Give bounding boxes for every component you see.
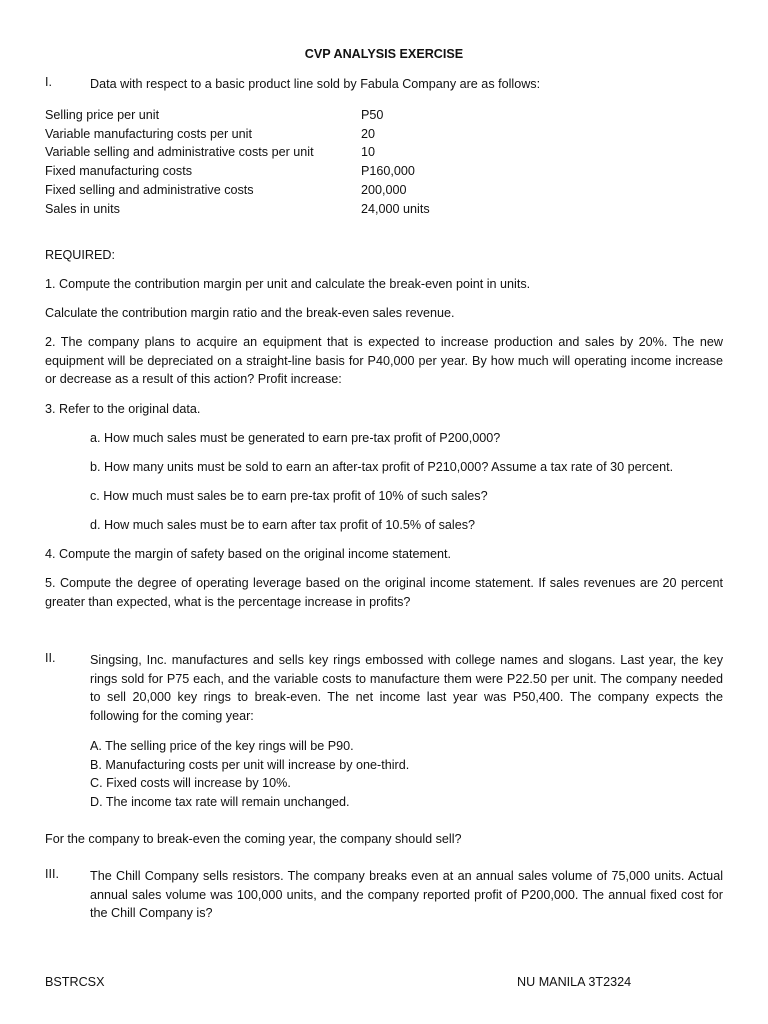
page-title: CVP ANALYSIS EXERCISE [304,47,464,61]
question-4: 4. Compute the margin of safety based on the original income statement. [45,547,452,561]
section-3 [45,867,723,923]
table-row [45,162,545,181]
required-heading: REQUIRED: [45,248,115,262]
question-1: 1. Compute the contribution margin per unit and calculate the break-even point in units. [45,277,531,291]
table-row-value: P160,000 [361,164,415,179]
product-data-table [45,106,545,218]
table-row-value: P50 [361,108,384,122]
table-row [45,200,545,219]
table-row-label: Fixed manufacturing costs [45,164,192,179]
section-2-numeral: II. [45,651,56,665]
section-2-question: For the company to break-even the coming year, the company should sell? [45,832,462,846]
table-row-label: Sales in units [45,201,120,216]
section-3-numeral: III. [45,867,59,881]
question-2: 2. The company plans to acquire an equipment that is expected to increase production and sales by 20%. The new equipment will be depreciated on a straight-line basis for P40,000 per year. By how much will operating income increase or decrease as a result of this action? Profit increase: [45,335,723,386]
option-d: D. The income tax rate will remain unchanged. [90,794,350,809]
footer-left-text: BSTRCSX [45,975,105,989]
table-row [45,143,545,162]
section-2 [45,651,723,725]
table-row [45,106,545,125]
option-a: A. The selling price of the key rings will be P90. [90,739,354,753]
question-5: 5. Compute the degree of operating leverage based on the original income statement. If sales revenues are 20 percent greater than expected, what is the percentage increase in profits? [45,576,723,609]
table-row-label: Selling price per unit [45,108,160,122]
table-row-label: Variable manufacturing costs per unit [45,126,252,141]
table-row [45,125,545,144]
section-3-text: The Chill Company sells resistors. The company breaks even at an annual sales volume of 75,000 units. Actual annual sales volume was 100,000 units, and the company reported profit of P200,000. The annual fixed cost for the Chill Company is? [90,869,723,920]
question-3a: a. How much sales must be generated to earn pre-tax profit of P200,000? [90,431,501,445]
table-row-label: Fixed selling and administrative costs [45,182,254,197]
table-row-value: 24,000 units [361,201,430,216]
table-row-value: 200,000 [361,182,407,197]
table-row-label: Variable selling and administrative costs per unit [45,145,314,160]
question-3: 3. Refer to the original data. [45,402,201,416]
section-1-intro [45,75,723,94]
section-1-intro-text: Data with respect to a basic product line sold by Fabula Company are as follows: [90,77,541,91]
section-1-numeral: I. [45,75,52,89]
option-b: B. Manufacturing costs per unit will increase by one-third. [90,757,410,772]
question-3b: b. How many units must be sold to earn an after-tax profit of P210,000? Assume a tax rate of 30 percent. [90,460,674,474]
section-2-options [90,737,723,811]
table-row [45,181,545,200]
section-2-text: Singsing, Inc. manufactures and sells key rings embossed with college names and slogans. Last year, the key rings sold for P75 each, and the variable costs to manufacture them were P22.50 per unit. The company needed to sell 20,000 key rings to break-even. The net income last year was P50,400. The company expects the following for the coming year: [90,653,723,723]
option-c: C. Fixed costs will increase by 10%. [90,776,291,791]
question-3c: c. How much must sales be to earn pre-tax profit of 10% of such sales? [90,489,488,503]
question-3d: d. How much sales must be to earn after tax profit of 10.5% of sales? [90,518,476,532]
question-1b: Calculate the contribution margin ratio and the break-even sales revenue. [45,306,455,320]
footer-right-text: NU MANILA 3T2324 [517,975,632,989]
table-row-value: 20 [361,126,376,141]
table-row-value: 10 [361,145,376,160]
